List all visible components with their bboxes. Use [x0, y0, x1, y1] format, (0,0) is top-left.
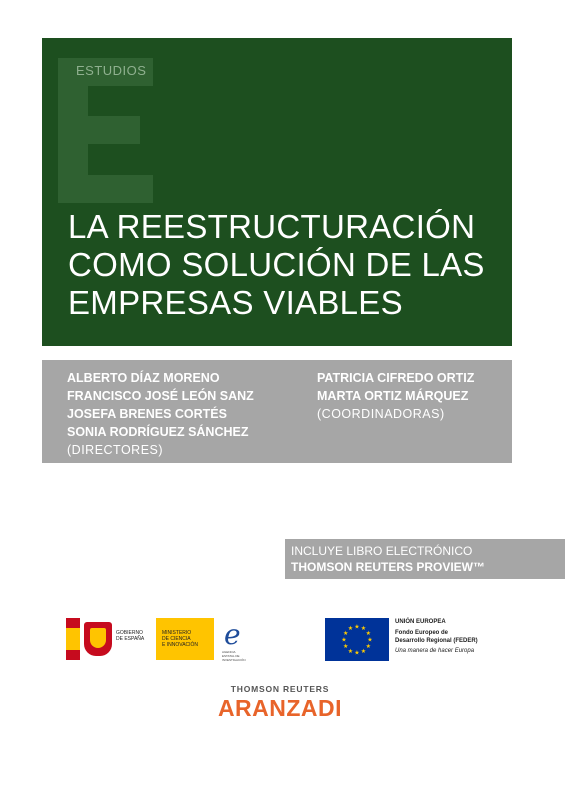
book-title — [68, 208, 508, 322]
director-name: JOSEFA BRENES CORTÉS — [67, 407, 227, 421]
publisher-name: ARANZADI — [217, 695, 343, 721]
publisher-parent: THOMSON REUTERS — [230, 684, 330, 694]
title-line: EMPRESAS VIABLES — [68, 284, 403, 321]
series-label: ESTUDIOS — [76, 63, 147, 78]
ebook-line1: INCLUYE LIBRO ELECTRÓNICO — [291, 544, 473, 558]
eu-flag-icon — [325, 618, 389, 661]
directors-role: (DIRECTORES) — [67, 443, 164, 457]
eu-fund-name: Fondo Europeo de Desarrollo Regional (FEDER) — [395, 630, 478, 644]
agency-e-icon: e — [224, 618, 241, 651]
eu-star-icon: ★ — [354, 650, 360, 657]
coordinators-list — [317, 369, 474, 423]
cover-title-block — [42, 38, 512, 346]
eu-star-icon: ★ — [367, 637, 373, 644]
coordinator-name: PATRICIA CIFREDO ORTIZ — [317, 371, 475, 385]
research-agency-logo — [222, 618, 250, 662]
ministry-box: MINISTERIO DE CIENCIA E INNOVACIÓN — [156, 618, 214, 660]
eu-title: UNIÓN EUROPEA — [395, 619, 446, 625]
eu-star-icon: ★ — [360, 648, 367, 655]
eu-star-icon: ★ — [341, 637, 347, 644]
eu-star-icon: ★ — [343, 644, 349, 650]
eu-star-icon: ★ — [347, 648, 354, 655]
spain-flag-icon — [66, 618, 80, 660]
directors-list — [67, 369, 254, 459]
eu-star-icon: ★ — [347, 626, 354, 633]
government-text: GOBIERNO DE ESPAÑA — [116, 630, 145, 642]
title-line: LA REESTRUCTURACIÓN — [68, 208, 476, 245]
coordinators-role: (COORDINADORAS) — [317, 407, 445, 421]
publisher-logo — [200, 684, 360, 722]
director-name: SONIA RODRÍGUEZ SÁNCHEZ — [67, 425, 249, 439]
eu-feder-logo — [325, 618, 525, 664]
eu-star-icon: ★ — [365, 644, 371, 650]
eu-star-icon: ★ — [360, 626, 367, 633]
spanish-government-logo — [66, 618, 216, 660]
authors-band — [42, 360, 512, 463]
coordinator-name: MARTA ORTIZ MÁRQUEZ — [317, 389, 469, 403]
agency-text: AGENCIA ESTATAL DE INVESTIGACIÓN — [222, 650, 246, 662]
director-name: ALBERTO DÍAZ MORENO — [67, 371, 220, 385]
eu-star-icon: ★ — [365, 631, 371, 637]
ebook-banner — [285, 539, 565, 579]
director-name: FRANCISCO JOSÉ LEÓN SANZ — [67, 389, 254, 403]
title-line: COMO SOLUCIÓN DE LAS — [68, 246, 485, 283]
e-graphic — [58, 58, 153, 203]
ebook-line2: THOMSON REUTERS PROVIEW™ — [291, 560, 486, 574]
coat-of-arms-icon — [84, 622, 112, 656]
eu-star-icon: ★ — [343, 631, 349, 637]
eu-motto: Una manera de hacer Europa — [395, 648, 475, 654]
eu-star-icon: ★ — [354, 624, 360, 631]
